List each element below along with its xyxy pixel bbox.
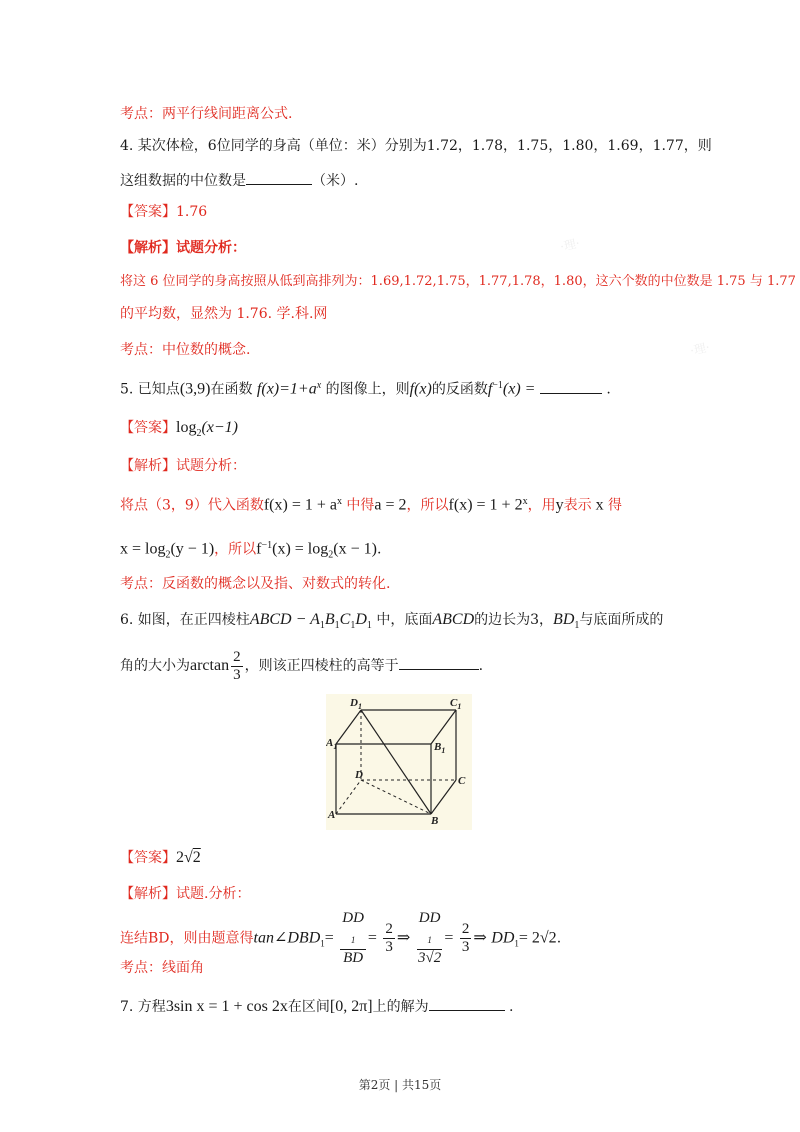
q6-analysis-line1: 连结BD，则由题意得$\tan\angle DBD_1=$ DD $_1$ BD = $\frac{2}{3}$ ⇒ DD $_1$ 3√2 = $\frac{2}{3}$ ⇒ $DD_1= 2√2$. <box>120 910 562 966</box>
prism-figure <box>326 694 472 830</box>
q4-analysis-line2: 的平均数，显然为 1.76. 学.科.网 <box>120 306 328 322</box>
q7-stem: 7. 方程3sin x = 1 + cos 2x在区间[0, 2π]上的解为 . <box>120 998 514 1015</box>
q5-stem: 5. 已知点(3,9)在函数 $f(x)=1+a^x$ 的图像上，则f(x)的反函数$f^{-1}(x)$ = . <box>120 380 611 398</box>
label-b: B <box>431 815 439 827</box>
answer-blank <box>540 379 602 394</box>
q4-analysis-line1: 将这 6 位同学的身高按照从低到高排列为：1.69,1.72,1.75，1.77,1.78，1.80，这六个数的中位数是 1.75 与 1.77 <box>120 274 796 289</box>
q5-analysis-line2: $x = \log_2(y - 1)$，所以$f^{-1}(x) = \log_2(x - 1)$. <box>120 540 382 561</box>
q5-analysis-line1: 将点（3，9）代入函数$f(x) = 1 + a^x$ 中得a = 2，所以$f(x) = 1 + 2^x$，用y表示 x 得 <box>120 496 623 514</box>
q6-answer: 【答案】2√2 <box>120 849 201 866</box>
label-a: A <box>328 809 336 821</box>
answer-blank <box>399 655 479 670</box>
q6-stem-line1: 6. 如图，在正四棱柱ABCD − $A_1B_1C_1D_1$ 中，底面ABCD的边长为3，$BD_1$与底面所成的 <box>120 611 664 631</box>
q6-analysis-label: 【解析】试题.分析： <box>120 886 251 902</box>
label-b1: $B_1$ <box>434 741 446 755</box>
q4-answer: 【答案】1.76 <box>120 204 208 220</box>
watermark-mark: ·理· <box>688 340 711 358</box>
q6-stem-line2: 角的大小为arctan $\frac{2}{3}$ ，则该正四棱柱的高等于 . <box>120 648 484 683</box>
q3-kaodian: 考点：两平行线间距离公式. <box>120 106 293 122</box>
watermark-mark: ·理· <box>558 236 581 254</box>
page-footer: 第2页 | 共15页 <box>358 1078 442 1092</box>
label-c: C <box>458 775 466 787</box>
q4-stem-line1: 4. 某次体检，6位同学的身高（单位：米）分别为1.72，1.78，1.75，1.80，1.69，1.77，则 <box>120 138 712 154</box>
label-d: D <box>355 769 363 781</box>
q6-kaodian: 考点：线面角 <box>120 960 204 976</box>
q5-analysis-label: 【解析】试题分析： <box>120 458 246 474</box>
answer-blank <box>246 170 312 185</box>
q4-kaodian: 考点：中位数的概念. <box>120 342 251 358</box>
q5-answer: 【答案】$\log_2(x-1)$ <box>120 419 239 439</box>
q4-stem-line2: 这组数据的中位数是 （米）. <box>120 170 358 191</box>
label-c1: $C_1$ <box>450 697 462 711</box>
answer-blank <box>429 996 505 1011</box>
label-d1: $D_1$ <box>350 697 362 711</box>
label-a1: $A_1$ <box>326 737 338 751</box>
q4-analysis-label: 【解析】试题分析： <box>120 240 246 256</box>
q5-kaodian: 考点：反函数的概念以及指、对数式的转化. <box>120 576 391 592</box>
